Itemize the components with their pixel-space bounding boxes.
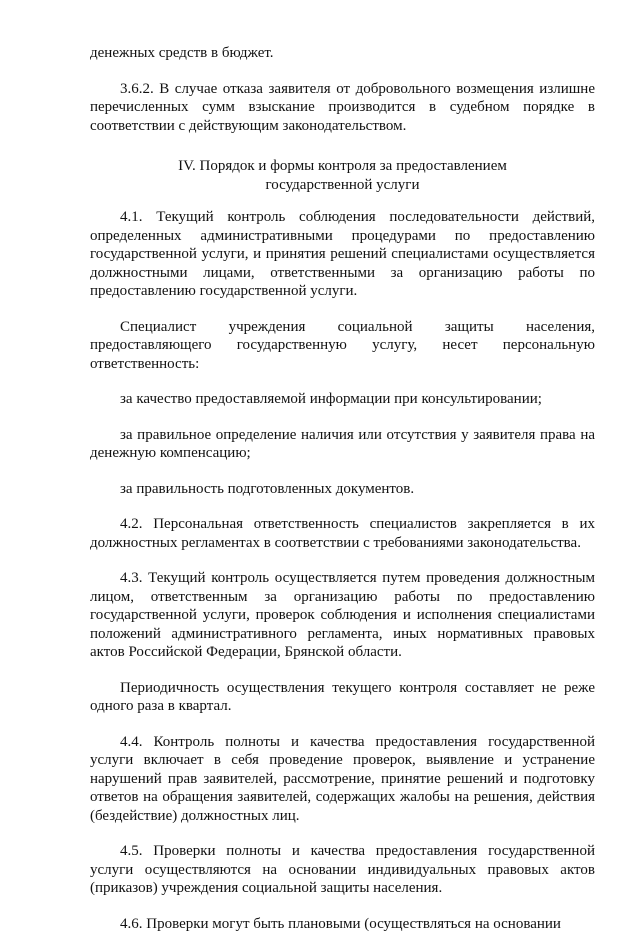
paragraph-4-4: 4.4. Контроль полноты и качества предоставления государственной услуги включает в себя проведение проверок, выявление и устранение нарушений прав заявителей, рассмотрение, принятие решений и подготовку ответов на обращения заявителей, содержащих жалобы на решения, действия (бездействие) должностных лиц.: [90, 733, 595, 826]
paragraph-4-5: 4.5. Проверки полноты и качества предоставления государственной услуги осуществляются на основании индивидуальных правовых актов (приказов) учреждения социальной защиты населения.: [90, 842, 595, 898]
paragraph-4-2: 4.2. Персональная ответственность специалистов закрепляется в их должностных регламентах в соответствии с требованиями законодательства.: [90, 515, 595, 552]
list-item-eligibility: за правильное определение наличия или отсутствия у заявителя права на денежную компенсацию;: [90, 426, 595, 463]
paragraph-4-3: 4.3. Текущий контроль осуществляется путем проведения должностным лицом, ответственным за организацию работы по предоставлению государственной услуги, проверок соблюдения и исполнения специалистами положений административного регламента, иных нормативных правовых актов Российской Федерации, Брянской области.: [90, 569, 595, 662]
section-heading-line-1: IV. Порядок и формы контроля за предоставлением: [90, 157, 595, 176]
section-heading: [90, 157, 595, 194]
paragraph-4-6: 4.6. Проверки могут быть плановыми (осуществляться на основании: [90, 915, 595, 933]
paragraph-3-6-2: 3.6.2. В случае отказа заявителя от добровольного возмещения излишне перечисленных сумм взыскание производится в судебном порядке в соответствии с действующим законодательством.: [90, 80, 595, 136]
list-item-quality: за качество предоставляемой информации при консультировании;: [90, 390, 595, 409]
paragraph-4-1: 4.1. Текущий контроль соблюдения последовательности действий, определенных административными процедурами по предоставлению государственной услуги, и принятия решений специалистами осуществляется должностными лицами, ответственными за организацию работы по предоставлению государственной услуги.: [90, 208, 595, 301]
document-body: [90, 44, 595, 933]
paragraph-control-frequency: Периодичность осуществления текущего контроля составляет не реже одного раза в квартал.: [90, 679, 595, 716]
list-item-documents: за правильность подготовленных документов.: [90, 480, 595, 499]
section-heading-line-2: государственной услуги: [90, 176, 595, 195]
paragraph-specialist-responsibility: Специалист учреждения социальной защиты населения, предоставляющего государственную услугу, несет персональную ответственность:: [90, 318, 595, 374]
paragraph-continuation: денежных средств в бюджет.: [90, 44, 595, 63]
